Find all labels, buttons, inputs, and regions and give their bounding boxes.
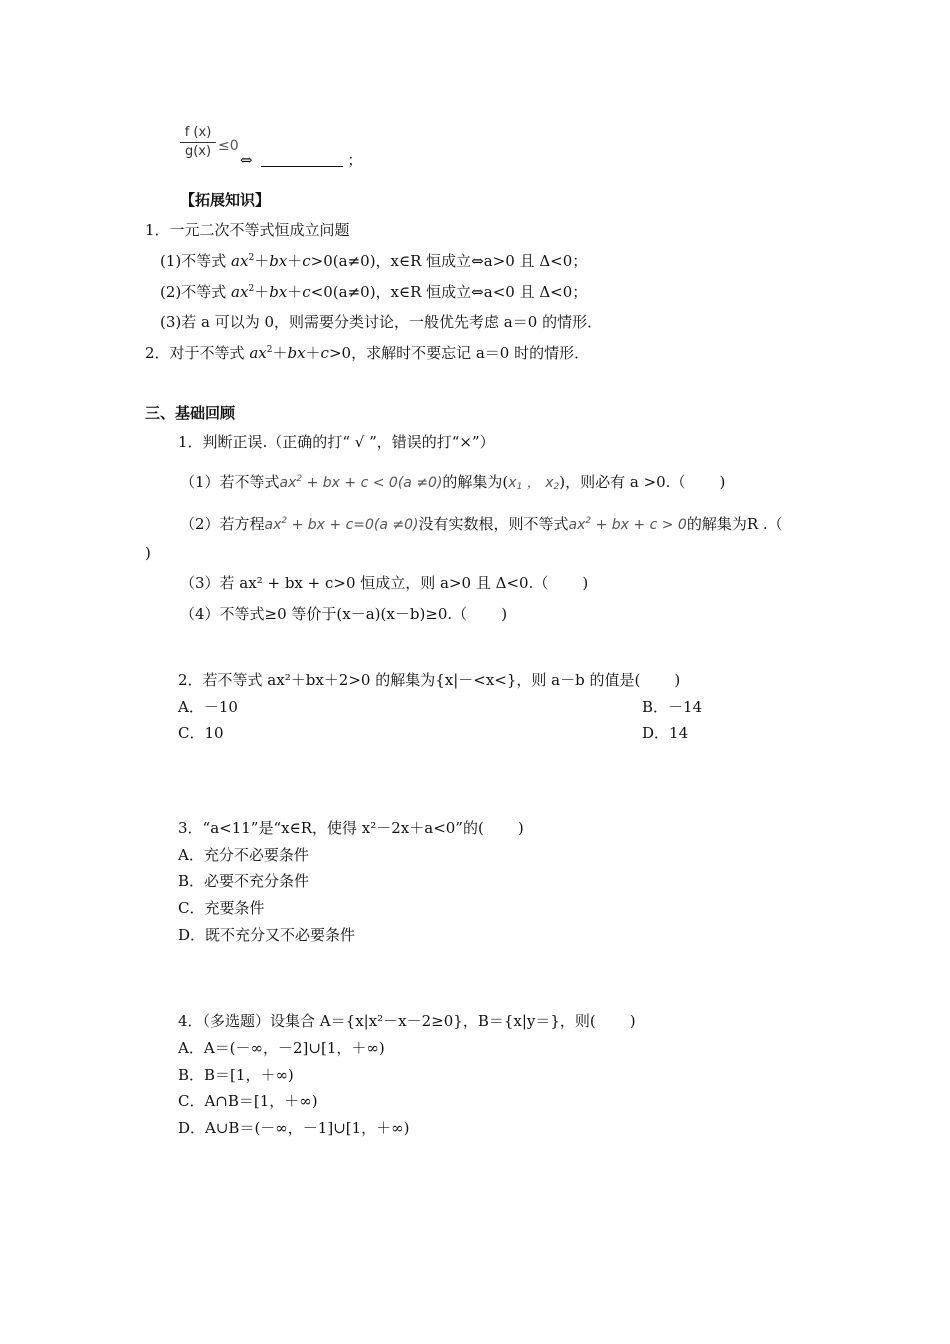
q1-1-close: ) (719, 473, 726, 491)
semicolon: ； (347, 151, 363, 169)
ext-item-2-pre: 2．对于不等式 (145, 344, 250, 362)
q1-2-wrap: ) (145, 544, 151, 562)
ext-item-1a: (1)不等式 $ax^2+bx+c>0(a\ne 0)$，x∈R 恒成立⇔a>0 且 Δ<0； (160, 252, 588, 270)
q4-stem (178, 1011, 636, 1031)
q2-option-c[interactable]: C．10 (178, 724, 224, 742)
q1-4-close: ) (501, 605, 508, 623)
q4-option-d[interactable]: D．A∪B＝(－∞，－1]∪[1，＋∞) (178, 1119, 410, 1137)
q1-item-3 (180, 573, 588, 593)
fraction-relation: ≤0 (218, 138, 239, 154)
fraction-bar (180, 142, 216, 143)
q1-1-post: )，则必有 a >0.（ (559, 473, 686, 491)
q2-option-b[interactable]: B．－14 (642, 698, 703, 716)
ext-item-1c: (3)若 a 可以为 0，则需要分类讨论，一般优先考虑 a＝0 的情形． (160, 313, 603, 331)
ext-item-1b-post: 0(a≠0)，x∈R 恒成立⇔a<0 且 Δ<0； (323, 283, 588, 301)
q3-close: ) (517, 819, 524, 837)
q4-text: 4．（多选题）设集合 A＝{x|x²－x－2≥0}，B＝{x|y＝}，则( (178, 1012, 596, 1030)
q3-option-a[interactable]: A．充分不必要条件 (178, 846, 309, 864)
q1-2-inequality: $ax^2$ + bx + c > 0 (568, 516, 687, 533)
q2-text: 2．若不等式 ax²＋bx＋2>0 的解集为{x|－<x<}，则 a－b 的值是( (178, 671, 641, 689)
q1-2-post: 的解集为R .（ (686, 515, 783, 533)
q1-item-4 (180, 604, 507, 624)
ext-item-2: 2．对于不等式 $ax^2+bx+c>0$，求解时不要忘记 a＝0 时的情形． (145, 344, 590, 362)
ext-item-1a-post: 0(a≠0)，x∈R 恒成立⇔a>0 且 Δ<0； (323, 252, 588, 270)
q1-1-mid: 的解集为( (442, 473, 509, 491)
q3-text: 3．“a<11”是“x∈R，使得 x²－2x＋a<0”的( (178, 819, 484, 837)
q1-1-formula: $ax^2$ + bx + c < 0(a ≠0) (279, 474, 443, 491)
q1-1-pre: （1）若不等式 (180, 473, 280, 491)
q4-option-b[interactable]: B．B＝[1，＋∞) (178, 1066, 294, 1084)
q1-1-roots: $x_1$ ， $x_2$ (508, 475, 560, 492)
q2-option-a[interactable]: A．－10 (178, 698, 238, 716)
ext-item-2-post: 0，求解时不要忘记 a＝0 时的情形． (341, 344, 590, 362)
q4-option-c[interactable]: C．A∩B＝[1，＋∞) (178, 1092, 318, 1110)
q1-2-mid: 没有实数根，则不等式 (418, 515, 569, 533)
iff-blank-line (240, 150, 362, 170)
q3-option-b[interactable]: B．必要不充分条件 (178, 872, 310, 890)
q2-stem (178, 670, 680, 690)
q2-close: ) (674, 671, 681, 689)
ext-item-1: 1．一元二次不等式恒成立问题 (145, 221, 350, 239)
q1-3-close: ) (582, 574, 589, 592)
fraction-denominator: g(x) (184, 144, 212, 159)
fraction-numerator: f (x) (184, 125, 212, 140)
iff-symbol: ⇔ (240, 151, 253, 169)
q1-stem: 1．判断正误.（正确的打“ √ ”，错误的打“×”） (178, 433, 495, 451)
q1-item-2 (180, 514, 783, 535)
q1-2-pre: （2）若方程 (180, 515, 265, 533)
answer-blank[interactable] (261, 152, 343, 167)
ext-item-1b: (2)不等式 $ax^2+bx+c<0(a\ne 0)$，x∈R 恒成立⇔a<0 且 Δ<0； (160, 283, 588, 301)
q3-option-c[interactable]: C．充要条件 (178, 899, 265, 917)
q1-item-1 (180, 472, 725, 493)
q1-3-text: （3）若 ax² + bx + c>0 恒成立，则 a>0 且 Δ<0.（ (180, 574, 549, 592)
q1-4-text: （4）不等式≥0 等价于(x－a)(x－b)≥0.（ (180, 605, 468, 623)
q2-option-d[interactable]: D．14 (642, 724, 689, 742)
q4-close: ) (629, 1012, 636, 1030)
ext-title: 【拓展知识】 (180, 191, 271, 209)
q1-2-equation: $ax^2$ + bx + c=0(a ≠0) (264, 516, 419, 533)
ext-item-1a-pre: (1)不等式 (160, 252, 232, 270)
q4-option-a[interactable]: A．A＝(－∞，－2]∪[1，＋∞) (178, 1039, 385, 1057)
fraction-fx-over-gx (180, 125, 216, 160)
review-title: 三、基础回顾 (145, 404, 236, 422)
q3-stem (178, 818, 524, 838)
ext-item-1b-pre: (2)不等式 (160, 283, 232, 301)
q3-option-d[interactable]: D．既不充分又不必要条件 (178, 926, 356, 944)
